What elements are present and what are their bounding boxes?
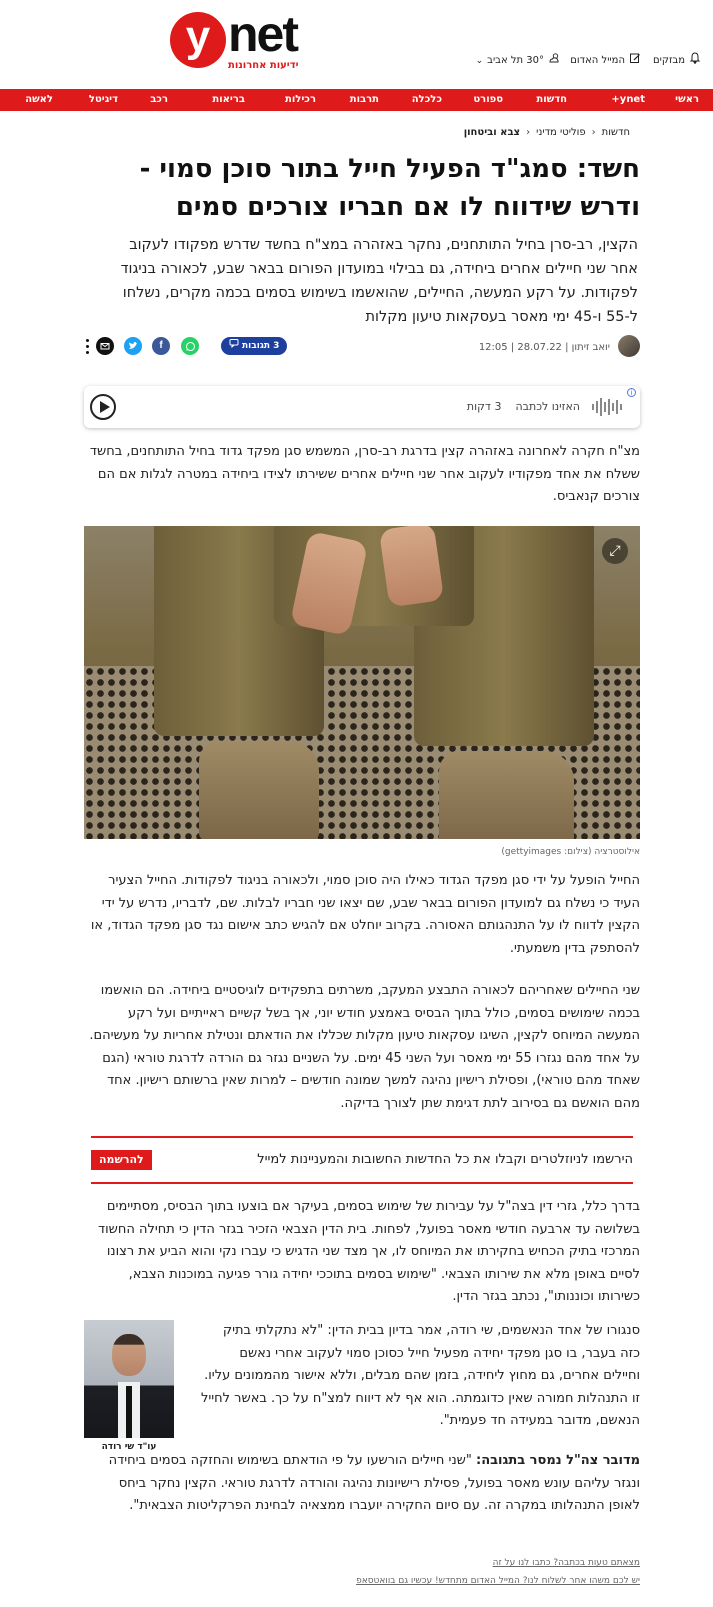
- more-icon[interactable]: [84, 337, 90, 355]
- red-mail-whatsapp-link[interactable]: יש לכם משהו אחר לשלוח לנו? המייל האדום מתחדש! עכשיו גם בוואטסאפ: [356, 1576, 640, 1586]
- article-subtitle: הקצין, רב-סרן בחיל התותחנים, נחקר באזהרה במצ"ח בחשד שדרש מפקודו לעקוב אחר שני חיילים אחרים ביחידה, גם בבילוי במועדון הפורום בבאר שבע, לכאורה בניגוד לפקודות. על רקע המעשה, החיילים, שהואשמו בשימוש בסמים בכמה מקרים, נשלחו ל-55 ו-45 ימי מאסר בעסקאות טיעון מקלות: [120, 237, 638, 325]
- facebook-icon[interactable]: f: [152, 337, 170, 355]
- nav-item-news[interactable]: חדשות: [536, 94, 567, 105]
- chevron-left-icon: ‹: [526, 127, 531, 138]
- lawyer-photo[interactable]: [84, 1320, 174, 1438]
- report-error-link[interactable]: מצאתם טעות בכתבה? כתבו לנו על זה: [492, 1558, 640, 1568]
- idf-response-label: מדובר צה"ל נמסר בתגובה:: [476, 1453, 640, 1468]
- nav-item-gossip[interactable]: רכילות: [285, 94, 316, 105]
- audio-player: [84, 386, 640, 428]
- newsletter-signup-button[interactable]: להרשמה: [91, 1150, 152, 1170]
- image-caption: אילוסטרציה (צילום: gettyimages): [501, 847, 640, 857]
- article-paragraph-5: סנגורו של אחד הנאשמים, שי רודה, אמר בדיון בבית הדין: "לא נתקלתי בתיק כזה בעבר, בו סגן מפקד יחידה מפעיל חייל כסוכן סמוי לעקוב אחרי נאשם וחיילים אחרים, גם מחוץ ליחידה, בזמן שהם מבלים, וללא אישור מהממונים עליו. זו התנהלות חמורה שאין כדוגמתה. הוא אף לא דיווח למצ"ח על כך. באשר לחייל הנאשם, מדובר במעידה חד פעמית".: [200, 1323, 640, 1428]
- notifications-link[interactable]: [653, 52, 701, 70]
- lawyer-photo-caption: עו"ד שי רודה: [101, 1442, 157, 1452]
- breadcrumb-item-news[interactable]: חדשות: [601, 127, 630, 138]
- author-date: יואב זיתון | 28.07.22 | 12:05: [478, 342, 610, 353]
- nav-item-culture[interactable]: תרבות: [349, 94, 379, 105]
- ynet-logo[interactable]: [170, 6, 310, 74]
- edit-icon: [629, 52, 641, 71]
- breadcrumb-item-politics[interactable]: פוליטי מדיני: [536, 127, 586, 138]
- publish-time: 12:05: [478, 342, 508, 353]
- idf-response-text: "שני חיילים הורשעו על פי הודאתם בשימוש והחזקה בסמים ביחידה ונגזר עליהם עונש מאסר בפועל, פסילת רישיונות נהיגה והורדה לדרגת טוראי. הקצין נחקר ביחס לאופן התנהלותו במקרה זה. עם סיום החקירה יועברו ממצאיה לבחינת הפרקליטות הצבאית".: [108, 1453, 640, 1513]
- nav-item-home[interactable]: ראשי: [675, 94, 699, 105]
- logo-net: net: [228, 6, 297, 62]
- soundwave-icon: [592, 397, 626, 417]
- bell-icon: [689, 52, 701, 71]
- audio-label: האזינו לכתבה: [515, 400, 580, 413]
- info-icon[interactable]: i: [627, 388, 636, 397]
- expand-icon[interactable]: ⤢: [602, 538, 628, 564]
- chevron-left-icon: ‹: [591, 127, 596, 138]
- article-paragraph-3: שני החיילים שאחריהם לכאורה התבצע המעקב, משרתים בתפקידים לוגיסטיים ביחידה. הם הואשמו בכמה שימושים בסמים, כולל בתוך הבסיס באמצע חודש יוני, אך בשל קשיים ראייתיים ועל רקע המעשה המיוחס לקצין, השיגו עסקאות טיעון מקלות שכללו את הודאתם ונטילת אחריות על מעשיהם. על אחד מהם נגזרו 55 ימי מאסר ועל השני 45 ימים. על השניים נגזר גם הורדה לדרגת טוראי (הגם שאחד מהם טוראי), ופסילת רישיון נהיגה למשך שמונה חודשים – למרות שאין ברשותם רישיון. אחד מהם הואשם גם בסירוב לתת דגימת שתן לצורך בדיקה.: [89, 983, 640, 1111]
- comment-icon: [229, 337, 239, 355]
- article-paragraph-2: החייל הופעל על ידי סגן מפקד הגדוד כאילו היה סוכן סמוי, ולכאורה בניגוד לפקודות. החייל הצעיר העיד כי נשלח גם למועדון הפורום בבאר שבע, שם יצאו שני חבריו לבלות. שם, לדבריו, נדרש על ידי הקצין לדווח לו על התנהגותם האסורה. בקרוב יוחלט אם להגיש כתב אישום נגד סגן מפקד הגדוד, או להסתפק בדין משמעתי.: [90, 873, 640, 956]
- weather-widget[interactable]: [476, 52, 560, 70]
- audio-duration: 3 דקות: [466, 400, 502, 413]
- nav-item-health[interactable]: בריאות: [212, 94, 245, 105]
- newsletter-banner: [91, 1136, 633, 1184]
- email-icon[interactable]: [96, 337, 114, 355]
- main-nav: [0, 89, 713, 111]
- nav-item-sport[interactable]: ספורט: [473, 94, 503, 105]
- comments-label: 3 תגובות: [242, 341, 280, 351]
- nav-item-women[interactable]: לאשה: [25, 94, 53, 105]
- site-header: [0, 0, 713, 88]
- nav-item-cars[interactable]: רכב: [150, 94, 168, 105]
- audio-text: [467, 399, 580, 415]
- weather-label: 30° תל אביב: [487, 55, 544, 66]
- red-mail-link[interactable]: [570, 52, 641, 70]
- comments-button[interactable]: [221, 337, 287, 355]
- partly-cloudy-icon: [548, 52, 560, 71]
- logo-y: y: [170, 12, 226, 68]
- breadcrumb: [464, 126, 630, 140]
- publish-date: 28.07.22: [517, 342, 562, 353]
- newsletter-text: הירשמו לניוזלטרים וקבלו את כל החדשות החשובות והמעניינות למייל: [257, 1152, 633, 1167]
- notifications-label: מבזקים: [652, 55, 685, 66]
- red-mail-label: המייל האדום: [570, 55, 625, 66]
- twitter-icon[interactable]: [124, 337, 142, 355]
- article-meta: [84, 337, 640, 359]
- author-name[interactable]: יואב זיתון: [571, 342, 610, 353]
- logo-subtitle: ידיעות אחרונות: [228, 60, 299, 71]
- nav-item-ynetplus[interactable]: ynet+: [611, 94, 645, 105]
- page-title: חשד: סמג"ד הפעיל חייל בתור סוכן סמוי - ודרש שידווח לו אם חבריו צורכים סמים: [139, 154, 640, 222]
- chevron-down-icon: ⌄: [475, 56, 484, 66]
- nav-item-digital[interactable]: דיגיטל: [88, 94, 118, 105]
- article-image[interactable]: [84, 526, 640, 839]
- article-paragraph-6: [84, 1450, 640, 1518]
- article-paragraph-1: מצ"ח חקרה לאחרונה באזהרה קצין בדרגת רב-סרן, המשמש סגן מפקד גדוד בחיל התותחנים, בחשד ששלח את אחד מפקודיו לעקוב אחר שני חיילים אחרים ששירתו לצידו ביחידה במטרה לגלות אם הם צורכים קנאביס.: [89, 444, 640, 504]
- author-avatar[interactable]: [618, 335, 640, 357]
- play-icon[interactable]: [90, 394, 116, 420]
- nav-item-economy[interactable]: כלכלה: [411, 94, 442, 105]
- breadcrumb-item-military[interactable]: צבא וביטחון: [463, 127, 521, 138]
- article-paragraph-4: בדרך כלל, גזרי דין בצה"ל על עבירות של שימוש בסמים, בעיקר אם בוצעו בתוך הבסיס, מסתיימים בשלושה עד ארבעה חודשי מאסר בפועל, לפחות. בית הדין הצבאי הזכיר בגזר הדין כי תחילה החשוד המרכזי בתיק הכחיש בחקירתו את המיוחס לו, אך מצד שני הדגיש כי עברו נקי והוא הביע את רצונו לסיים באופן מלא את שירותו הצבאי. "שימוש בסמים בתוככי יחידה גורר פגיעה במוכנות הצבא, כשירותו וכוננותו", נכתב בגזר הדין.: [98, 1199, 640, 1304]
- whatsapp-icon[interactable]: [181, 337, 199, 355]
